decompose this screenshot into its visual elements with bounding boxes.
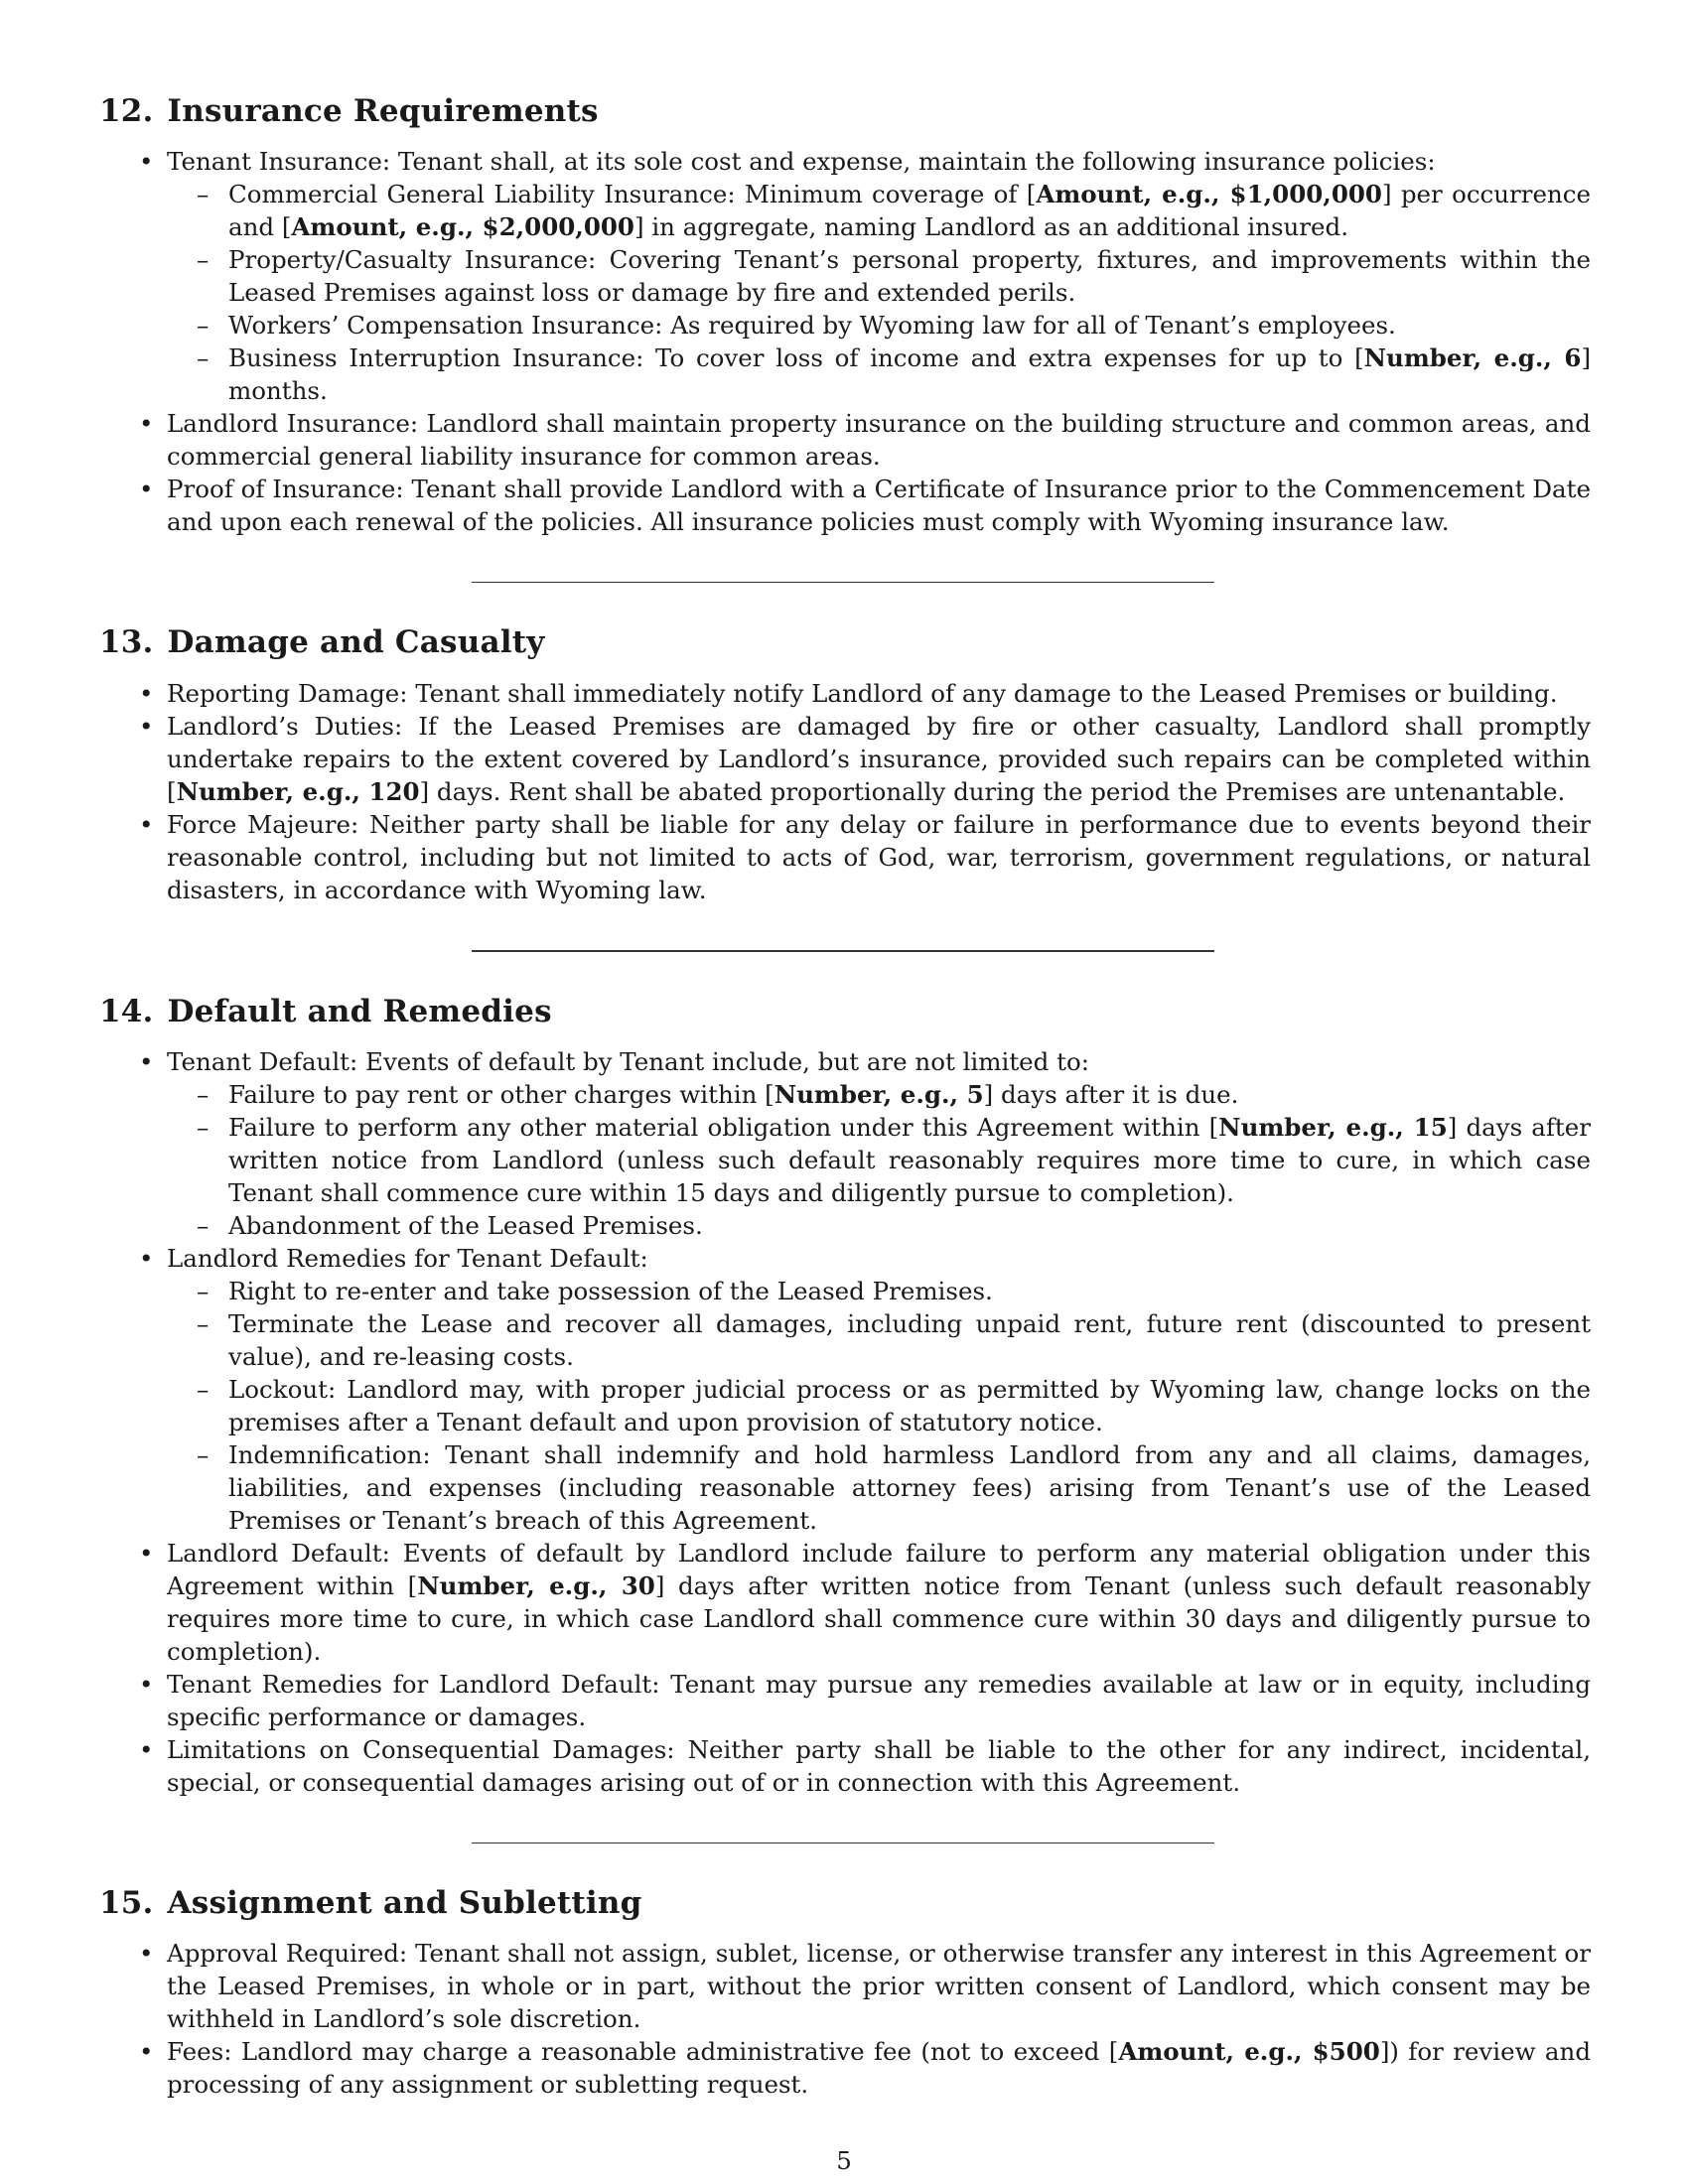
sub-list-item: – Lockout: Landlord may, with proper judicial process or as permitted by Wyoming law, change locks on the premises after a Tenant default and upon provision of statutory notice. xyxy=(167,1373,1591,1438)
sub-list-item: – Commercial General Liability Insurance: Minimum coverage of [Amount, e.g., $1,000,000] per occurrence and [Amount, e.g., $2,000,000] in aggregate, naming Landlord as an additional insured. xyxy=(167,178,1591,243)
sub-list-item: – Failure to pay rent or other charges within [Number, e.g., 5] days after it is due. xyxy=(167,1078,1591,1111)
bullet-list xyxy=(99,1937,1591,2101)
document-page xyxy=(99,91,1591,2101)
list-item: • Tenant Insurance: Tenant shall, at its sole cost and expense, maintain the following insurance policies: – Commercial General Liability Insurance: Minimum coverage of [Amount, e.g., $1,000,000] per occurrence and [Amount, e.g., $2,000,000] in aggregate, naming Landlord as an additional insured. – Property/Casualty Insurance: Covering Tenant’s personal property, fixtures, and improvements within the Leased Premises against loss or damage by fire and extended perils. – Workers’ Compensation Insurance: As required by Wyoming law for all of Tenant’s employees. – Business Interruption Insurance: To cover loss of income and extra expenses for up to [Number, e.g., 6] months. xyxy=(99,145,1591,407)
list-item: • Landlord’s Duties: If the Leased Premises are damaged by fire or other casualty, Landlord shall promptly undertake repairs to the extent covered by Landlord’s insurance, provided such repairs can be completed within [Number, e.g., 120] days. Rent shall be abated proportionally during the period the Premises are untenantable. xyxy=(99,710,1591,808)
list-item: • Landlord Default: Events of default by Landlord include failure to perform any material obligation under this Agreement within [Number, e.g., 30] days after written notice from Tenant (unless such default reasonably requires more time to cure, in which case Landlord shall commence cure within 30 days and diligently pursue to completion). xyxy=(99,1537,1591,1668)
sub-list-item: – Indemnification: Tenant shall indemnify and hold harmless Landlord from any and all claims, damages, liabilities, and expenses (including reasonable attorney fees) arising from Tenant’s use of the Leased Premises or Tenant’s breach of this Agreement. xyxy=(167,1438,1591,1537)
sub-list xyxy=(167,178,1591,407)
list-item: • Proof of Insurance: Tenant shall provide Landlord with a Certificate of Insurance prior to the Commencement Date and upon each renewal of the policies. All insurance policies must comply with Wyoming insurance law. xyxy=(99,473,1591,538)
list-item: • Landlord Insurance: Landlord shall maintain property insurance on the building structure and common areas, and commercial general liability insurance for common areas. xyxy=(99,407,1591,473)
list-item: • Tenant Default: Events of default by Tenant include, but are not limited to: – Failure to pay rent or other charges within [Number, e.g., 5] days after it is due. – Failure to perform any other material obligation under this Agreement within [Number, e.g., 15] days after written notice from Landlord (unless such default reasonably requires more time to cure, in which case Tenant shall commence cure within 15 days and diligently pursue to completion). – Abandonment of the Leased Premises. xyxy=(99,1045,1591,1242)
section-heading: 15. Assignment and Subletting xyxy=(99,1884,642,1921)
section-divider xyxy=(472,582,1214,583)
sub-list-item: – Terminate the Lease and recover all damages, including unpaid rent, future rent (discounted to present value), and re-leasing costs. xyxy=(167,1307,1591,1373)
section-assignment-and-subletting xyxy=(99,1883,1591,2101)
list-item: • Limitations on Consequential Damages: Neither party shall be liable to the other for any indirect, incidental, special, or consequential damages arising out of or in connection with this Agreement. xyxy=(99,1733,1591,1799)
sub-list-item: – Workers’ Compensation Insurance: As required by Wyoming law for all of Tenant’s employees. xyxy=(167,309,1591,341)
list-item: • Approval Required: Tenant shall not assign, sublet, license, or otherwise transfer any interest in this Agreement or the Leased Premises, in whole or in part, without the prior written consent of Landlord, which consent may be withheld in Landlord’s sole discretion. xyxy=(99,1937,1591,2035)
section-heading: 13. Damage and Casualty xyxy=(99,624,545,661)
section-heading: 14. Default and Remedies xyxy=(99,993,552,1029)
list-item: • Reporting Damage: Tenant shall immediately notify Landlord of any damage to the Leased Premises or building. xyxy=(99,677,1591,710)
sub-list xyxy=(167,1275,1591,1537)
bullet-list xyxy=(99,1045,1591,1799)
list-item: • Tenant Remedies for Landlord Default: Tenant may pursue any remedies available at law or in equity, including specific performance or damages. xyxy=(99,1668,1591,1733)
bullet-list xyxy=(99,145,1591,538)
sub-list-item: – Business Interruption Insurance: To cover loss of income and extra expenses for up to [Number, e.g., 6] months. xyxy=(167,341,1591,407)
sub-list-item: – Failure to perform any other material obligation under this Agreement within [Number, e.g., 15] days after written notice from Landlord (unless such default reasonably requires more time to cure, in which case Tenant shall commence cure within 15 days and diligently pursue to completion). xyxy=(167,1111,1591,1209)
section-insurance-requirements xyxy=(99,91,1591,538)
section-heading: 12. Insurance Requirements xyxy=(99,93,599,129)
sub-list xyxy=(167,1078,1591,1242)
sub-list-item: – Property/Casualty Insurance: Covering Tenant’s personal property, fixtures, and improvements within the Leased Premises against loss or damage by fire and extended perils. xyxy=(167,243,1591,309)
list-item: • Landlord Remedies for Tenant Default: – Right to re-enter and take possession of the Leased Premises. – Terminate the Lease and recover all damages, including unpaid rent, future rent (discounted to present value), and re-leasing costs. – Lockout: Landlord may, with proper judicial process or as permitted by Wyoming law, change locks on the premises after a Tenant default and upon provision of statutory notice. – Indemnification: Tenant shall indemnify and hold harmless Landlord from any and all claims, damages, liabilities, and expenses (including reasonable attorney fees) arising from Tenant’s use of the Leased Premises or Tenant’s breach of this Agreement. xyxy=(99,1242,1591,1537)
page-number: 5 xyxy=(836,2146,852,2175)
sub-list-item: – Abandonment of the Leased Premises. xyxy=(167,1209,1591,1242)
section-damage-and-casualty xyxy=(99,622,1591,905)
list-item: • Fees: Landlord may charge a reasonable administrative fee (not to exceed [Amount, e.g., $500]) for review and processing of any assignment or subletting request. xyxy=(99,2035,1591,2101)
sub-list-item: – Right to re-enter and take possession of the Leased Premises. xyxy=(167,1275,1591,1307)
bullet-list xyxy=(99,677,1591,906)
section-divider xyxy=(472,950,1214,952)
section-default-and-remedies xyxy=(99,992,1591,1799)
list-item: • Force Majeure: Neither party shall be liable for any delay or failure in performance due to events beyond their reasonable control, including but not limited to acts of God, war, terrorism, government regulations, or natural disasters, in accordance with Wyoming law. xyxy=(99,808,1591,906)
